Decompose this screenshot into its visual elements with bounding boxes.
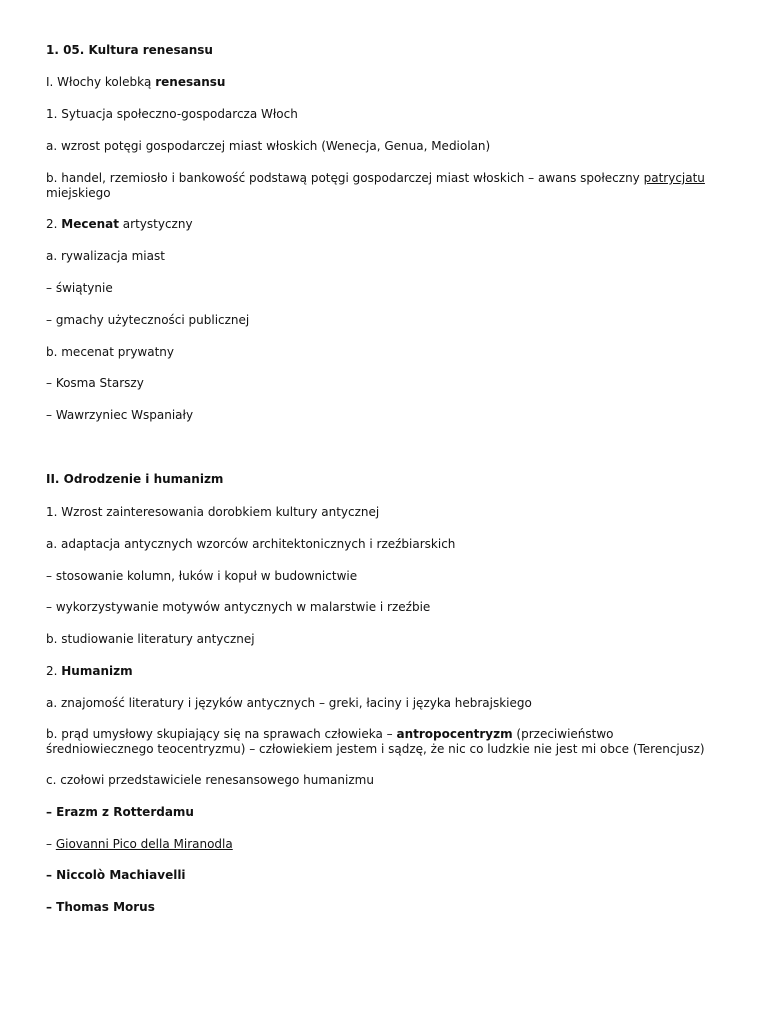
subsection-heading: 2. Humanizm — [46, 664, 133, 678]
subsection-heading: 1. Wzrost zainteresowania dorobkiem kultury antycznej — [46, 505, 380, 519]
list-item: b. mecenat prywatny — [46, 345, 175, 359]
list-item: b. studiowanie literatury antycznej — [46, 632, 255, 646]
list-item: – Thomas Morus — [46, 900, 155, 914]
subsection-heading: 1. Sytuacja społeczno-gospodarcza Włoch — [46, 107, 298, 121]
document-title: 1. 05. Kultura renesansu — [46, 43, 213, 57]
list-item: – gmachy użyteczności publicznej — [46, 313, 250, 327]
list-item: c. czołowi przedstawiciele renesansowego humanizmu — [46, 773, 374, 787]
pico-link[interactable]: Giovanni Pico della Miranodla — [55, 837, 233, 851]
list-item: – Kosma Starszy — [46, 376, 144, 390]
list-item: – świątynie — [46, 281, 113, 295]
list-item: – wykorzystywanie motywów antycznych w malarstwie i rzeźbie — [46, 600, 431, 614]
list-item: – Erazm z Rotterdamu — [46, 805, 194, 819]
list-item: a. rywalizacja miast — [46, 249, 165, 263]
list-item: a. adaptacja antycznych wzorców architektonicznych i rzeźbiarskich — [46, 537, 456, 551]
section-heading: II. Odrodzenie i humanizm — [46, 472, 224, 486]
list-item: a. znajomość literatury i języków antycznych – greki, łaciny i języka hebrajskiego — [46, 696, 532, 710]
list-item: b. prąd umysłowy skupiający się na sprawach człowieka – antropocentryzm (przeciwieństwo średniowiecznego teocentryzmu) – człowiekiem jestem i sądzę, że nic co ludzkie nie jest mi obce (Terencjusz) — [46, 727, 705, 756]
list-item: – stosowanie kolumn, łuków i kopuł w budownictwie — [46, 569, 358, 583]
list-item: – Giovanni Pico della Miranodla — [46, 837, 233, 851]
list-item: a. wzrost potęgi gospodarczej miast włoskich (Wenecja, Genua, Mediolan) — [46, 139, 491, 153]
list-item: b. handel, rzemiosło i bankowość podstawą potęgi gospodarczej miast włoskich – awans społeczny patrycjatu miejskiego — [46, 171, 705, 200]
list-item: – Wawrzyniec Wspaniały — [46, 408, 194, 422]
section-heading: I. Włochy kolebką renesansu — [46, 75, 226, 89]
subsection-heading: 2. Mecenat artystyczny — [46, 217, 193, 231]
list-item: – Niccolò Machiavelli — [46, 868, 186, 882]
patrycjat-link[interactable]: patrycjatu — [643, 171, 705, 185]
